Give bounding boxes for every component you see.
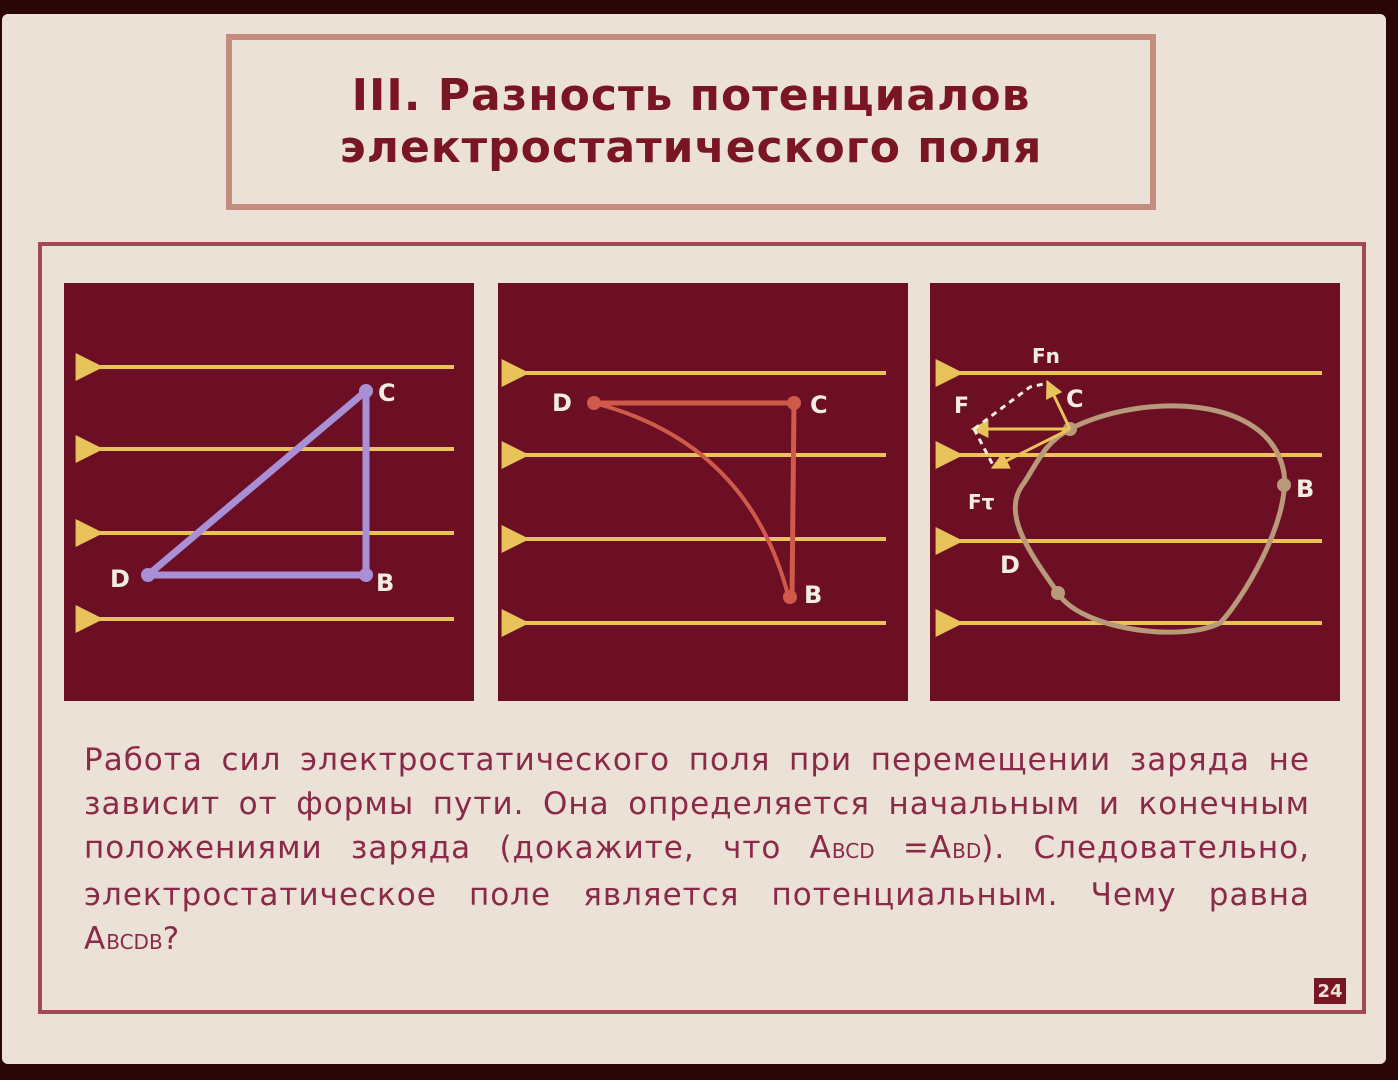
- point-c: [359, 384, 373, 398]
- point-d: [141, 568, 155, 582]
- point-c: [787, 396, 801, 410]
- caption-sub-3: BCDB: [106, 930, 163, 954]
- label-d: D: [110, 565, 130, 593]
- label-b: B: [1296, 475, 1315, 503]
- label-d: D: [552, 389, 572, 417]
- caption-sub-1: BCD: [831, 839, 875, 863]
- dcb-path: [594, 403, 794, 597]
- caption-sub-2: BD: [952, 839, 982, 863]
- panel-closed-path: [930, 283, 1340, 701]
- closed-path-diagram: [930, 283, 1340, 701]
- caption-part-2: =A: [874, 830, 953, 866]
- caption-part-3: ). Следовательно, электростатическое поле является потенциальным. Чему равна A: [84, 830, 1310, 957]
- label-f: F: [954, 394, 970, 419]
- point-b: [783, 590, 797, 604]
- field-lines: [524, 373, 886, 623]
- force-ftau-arrow: [994, 429, 1070, 467]
- label-c: C: [1066, 385, 1084, 413]
- field-lines: [98, 367, 454, 619]
- label-b: B: [804, 581, 823, 609]
- curve-diagram: [498, 283, 908, 701]
- label-fn: Fn: [1032, 344, 1060, 368]
- label-d: D: [1000, 551, 1020, 579]
- panel-triangle: [64, 283, 474, 701]
- point-d: [1051, 586, 1065, 600]
- dashed-parallelogram: [974, 383, 1048, 429]
- caption-text: [84, 738, 1310, 964]
- point-d: [587, 396, 601, 410]
- db-curve-path: [594, 403, 788, 595]
- triangle-diagram: [64, 283, 474, 701]
- point-b: [359, 568, 373, 582]
- dashed-side: [974, 429, 994, 467]
- triangle-path: [148, 391, 366, 575]
- page-number: 24: [1314, 978, 1346, 1004]
- label-c: C: [378, 379, 396, 407]
- title-box: [226, 34, 1156, 210]
- label-b: B: [376, 569, 395, 597]
- title-line-1: III. Разность потенциалов: [351, 70, 1031, 121]
- point-b: [1277, 478, 1291, 492]
- title-line-2: электростатического поля: [339, 122, 1043, 173]
- label-ftau: Fτ: [968, 490, 995, 514]
- panel-curve: [498, 283, 908, 701]
- label-c: C: [810, 391, 828, 419]
- caption-part-1: Работа сил электростатического поля при перемещении заряда не зависит от формы пути. Она определяется начальным и конечным положениями заряда (докажите, что A: [84, 742, 1310, 866]
- caption-part-4: ?: [162, 921, 181, 957]
